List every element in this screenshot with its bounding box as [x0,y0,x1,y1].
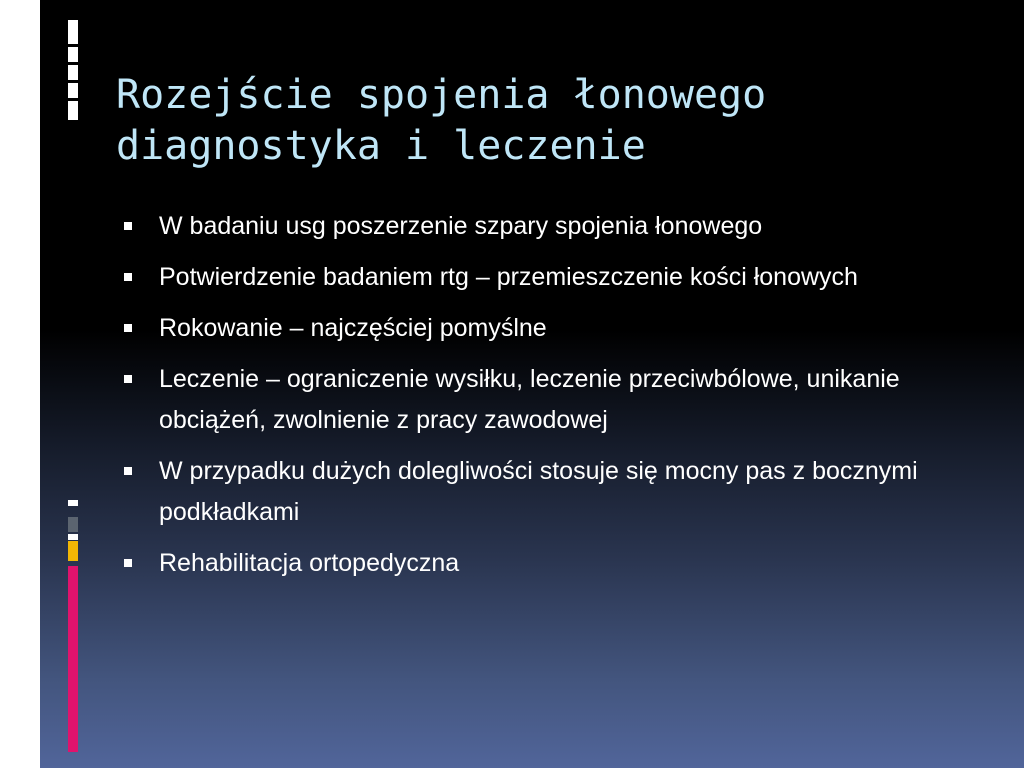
decorative-bar-pink [68,566,78,752]
bullet-text: Leczenie – ograniczenie wysiłku, leczenie przeciwbólowe, unikanie obciążeń, zwolnienie z pracy zawodowej [159,365,900,434]
bullet-text: Potwierdzenie badaniem rtg – przemieszczenie kości łonowych [159,263,858,291]
decorative-bar-white [68,500,78,506]
square-bullet-icon [124,222,132,230]
slide-title-line: Rozejście spojenia łonowego [116,72,767,118]
decorative-stripe [68,80,78,83]
bullet-text: Rehabilitacja ortopedyczna [159,549,460,577]
decorative-bar-gray [68,517,78,532]
slide-title-line: diagnostyka i leczenie [116,123,646,169]
bullet-text: Rokowanie – najczęściej pomyślne [159,314,547,342]
bullet-item [122,359,962,441]
square-bullet-icon [124,324,132,332]
bullet-text: W badaniu usg poszerzenie szpary spojenia łonowego [159,212,763,240]
bullet-item [122,257,962,298]
left-margin [0,0,40,768]
decorative-bar-gold [68,541,78,561]
decorative-stripe [68,44,78,47]
decorative-bar-white [68,534,78,540]
decorative-stripe [68,98,78,101]
square-bullet-icon [124,559,132,567]
bullet-text: W przypadku dużych dolegliwości stosuje się mocny pas z bocznymi podkładkami [159,457,918,526]
decorative-stripe [68,62,78,65]
square-bullet-icon [124,375,132,383]
slide-title [116,70,996,172]
decorative-bar-top [68,20,78,120]
bullet-item [122,308,962,349]
square-bullet-icon [124,273,132,281]
bullet-item [122,206,962,247]
bullet-item [122,543,962,584]
square-bullet-icon [124,467,132,475]
bullet-item [122,451,962,533]
bullet-list [122,206,962,594]
